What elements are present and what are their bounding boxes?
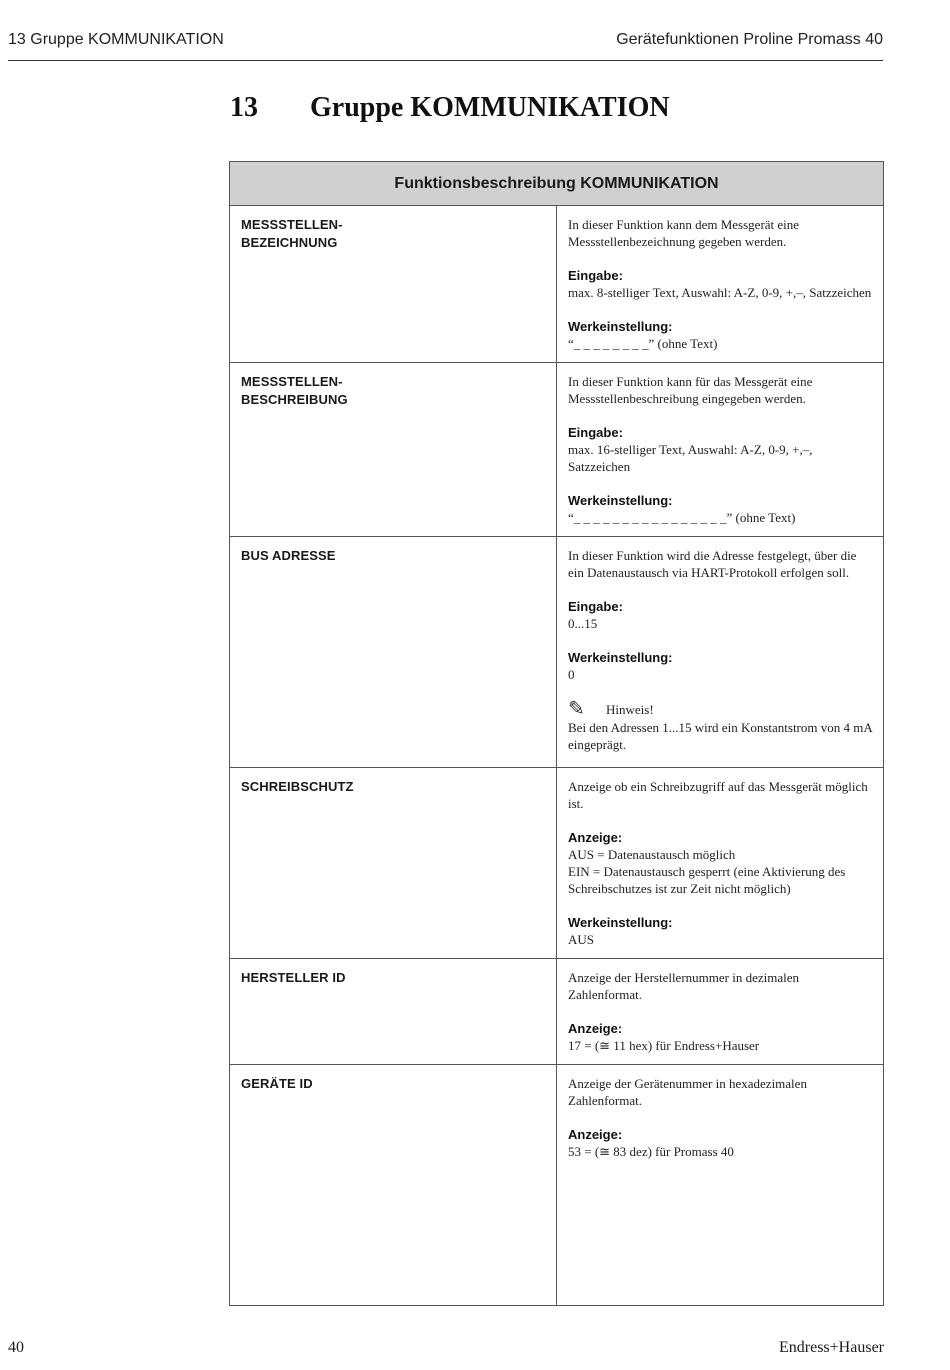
display-value-on: EIN = Datenaustausch gesperrt (eine Aktivierung des Schreibschutzes ist zur Zeit nicht möglich) xyxy=(568,864,846,896)
default-value: 0 xyxy=(568,667,575,682)
display-value: 53 = (≅ 83 dez) für Promass 40 xyxy=(568,1144,734,1159)
function-table xyxy=(229,161,884,1306)
display-label: Anzeige: xyxy=(568,1127,623,1142)
display-label: Anzeige: xyxy=(568,830,623,845)
note-block xyxy=(568,699,875,719)
table-row xyxy=(230,206,884,363)
description-intro: In dieser Funktion kann für das Messgerät eine Messstellenbeschreibung eingegeben werden. xyxy=(568,374,813,406)
chapter-title-text: Gruppe KOMMUNIKATION xyxy=(310,92,670,123)
chapter-number: 13 xyxy=(230,92,258,123)
brand-name: Endress+Hauser xyxy=(779,1339,884,1356)
table-row xyxy=(230,363,884,537)
default-label: Werkeinstellung: xyxy=(568,493,673,508)
description-intro: Anzeige ob ein Schreibzugriff auf das Messgerät möglich ist. xyxy=(568,779,868,811)
page-number: 40 xyxy=(8,1339,24,1356)
note-text: Bei den Adressen 1...15 wird ein Konstantstrom von 4 mA eingeprägt. xyxy=(568,720,873,752)
description-intro: Anzeige der Gerätenummer in hexadezimalen Zahlenformat. xyxy=(568,1076,807,1108)
table-row xyxy=(230,959,884,1065)
function-description xyxy=(557,959,884,1065)
function-description xyxy=(557,537,884,768)
default-value: AUS xyxy=(568,932,595,947)
function-name: MESSSTELLEN- BESCHREIBUNG xyxy=(230,363,557,537)
default-label: Werkeinstellung: xyxy=(568,319,673,334)
function-description xyxy=(557,363,884,537)
header-divider xyxy=(8,60,883,61)
table-heading: Funktionsbeschreibung KOMMUNIKATION xyxy=(230,162,884,206)
function-description xyxy=(557,768,884,959)
function-name: HERSTELLER ID xyxy=(230,959,557,1065)
description-intro: In dieser Funktion kann dem Messgerät eine Messstellenbezeichnung gegeben werden. xyxy=(568,217,800,249)
function-description xyxy=(557,1065,884,1306)
running-header-title: Gerätefunktionen Proline Promass 40 xyxy=(616,31,883,48)
running-header-chapter: 13 Gruppe KOMMUNIKATION xyxy=(8,31,224,48)
function-name: SCHREIBSCHUTZ xyxy=(230,768,557,959)
description-intro: In dieser Funktion wird die Adresse festgelegt, über die ein Datenaustausch via HART-Protokoll erfolgen soll. xyxy=(568,548,857,580)
input-label: Eingabe: xyxy=(568,599,623,614)
function-name: MESSSTELLEN- BEZEICHNUNG xyxy=(230,206,557,363)
table-row xyxy=(230,1065,884,1306)
function-description xyxy=(557,206,884,363)
display-value-off: AUS = Datenaustausch möglich xyxy=(568,847,736,862)
display-value: 17 = (≅ 11 hex) für Endress+Hauser xyxy=(568,1038,760,1053)
input-label: Eingabe: xyxy=(568,268,623,283)
function-name: GERÄTE ID xyxy=(230,1065,557,1306)
chapter-heading xyxy=(230,92,670,124)
note-label: Hinweis! xyxy=(606,701,654,717)
input-value: 0...15 xyxy=(568,616,598,631)
description-intro: Anzeige der Herstellernummer in dezimalen Zahlenformat. xyxy=(568,970,800,1002)
table-row xyxy=(230,768,884,959)
table-row xyxy=(230,537,884,768)
display-label: Anzeige: xyxy=(568,1021,623,1036)
default-value: “_ _ _ _ _ _ _ _ _ _ _ _ _ _ _ _” (ohne Text) xyxy=(568,510,796,525)
input-label: Eingabe: xyxy=(568,425,623,440)
pencil-icon: ✎ xyxy=(568,698,585,720)
input-value: max. 8-stelliger Text, Auswahl: A-Z, 0-9, +,–, Satzzeichen xyxy=(568,285,872,300)
input-value: max. 16-stelliger Text, Auswahl: A-Z, 0-9, +,–, Satzzeichen xyxy=(568,442,813,474)
default-label: Werkeinstellung: xyxy=(568,915,673,930)
default-label: Werkeinstellung: xyxy=(568,650,673,665)
default-value: “_ _ _ _ _ _ _ _” (ohne Text) xyxy=(568,336,718,351)
function-name: BUS ADRESSE xyxy=(230,537,557,768)
